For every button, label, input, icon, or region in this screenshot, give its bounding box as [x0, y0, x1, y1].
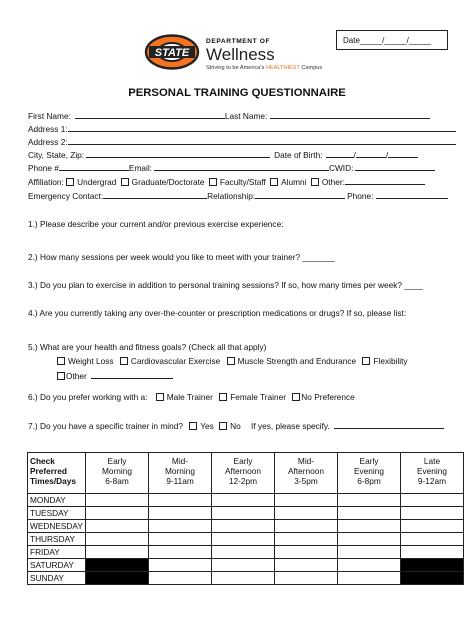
- col-label: Morning: [165, 466, 195, 476]
- checkbox-graduate[interactable]: [121, 178, 129, 186]
- option-male-trainer: Male Trainer: [166, 392, 213, 402]
- schedule-header-row: [28, 453, 464, 494]
- option-female-trainer: Female Trainer: [230, 392, 286, 402]
- option-graduate: Graduate/Doctorate: [131, 177, 205, 187]
- col-time: 9-11am: [166, 476, 194, 486]
- table-row: [28, 546, 464, 559]
- question-7-tail: If yes, please specify.: [251, 421, 330, 431]
- option-weight-loss: Weight Loss: [68, 356, 114, 366]
- col-mid-morning: [149, 453, 212, 494]
- trainer-name-field[interactable]: [334, 420, 444, 429]
- checkbox-yes[interactable]: [189, 422, 197, 430]
- checkbox-no-preference[interactable]: [292, 393, 300, 401]
- affiliation-label: Affiliation:: [28, 177, 64, 187]
- question-4: 4.) Are you currently taking any over-the-counter or prescription medications or drugs? If so, please list:: [28, 308, 407, 318]
- table-row: [28, 533, 464, 546]
- col-label: Early: [233, 456, 253, 466]
- dob-day-field[interactable]: [356, 149, 386, 158]
- table-row: [28, 520, 464, 533]
- date-field[interactable]: Date_____/_____/_____: [336, 30, 448, 50]
- city-label: City, State, Zip:: [28, 150, 85, 160]
- col-time: 6-8am: [105, 476, 129, 486]
- schedule-cell[interactable]: [86, 494, 149, 507]
- schedule-cell[interactable]: [149, 546, 212, 559]
- col-label: Morning: [102, 466, 132, 476]
- schedule-cell[interactable]: [149, 533, 212, 546]
- department-label: DEPARTMENT OF: [206, 38, 271, 45]
- unavailable-cell: [401, 559, 464, 572]
- question-6: [28, 392, 355, 402]
- col-early-evening: [338, 453, 401, 494]
- relationship-field[interactable]: [255, 190, 345, 199]
- col-mid-afternoon: [275, 453, 338, 494]
- schedule-cell[interactable]: [86, 507, 149, 520]
- schedule-cell[interactable]: [275, 559, 338, 572]
- table-row: [28, 494, 464, 507]
- corner-line-3: Times/Days: [30, 476, 76, 486]
- schedule-cell[interactable]: [338, 507, 401, 520]
- schedule-cell[interactable]: [212, 507, 275, 520]
- dob-label: Date of Birth:: [274, 150, 323, 160]
- col-label: Evening: [417, 466, 447, 476]
- checkbox-strength[interactable]: [227, 357, 235, 365]
- col-late-evening: [401, 453, 464, 494]
- ec-phone-label: Phone:: [347, 191, 374, 201]
- schedule-cell[interactable]: [86, 520, 149, 533]
- ec-phone-field[interactable]: [376, 190, 448, 199]
- day-label: SUNDAY: [28, 572, 86, 585]
- col-time: 3-5pm: [294, 476, 318, 486]
- checkbox-alumni[interactable]: [270, 178, 278, 186]
- schedule-cell[interactable]: [212, 494, 275, 507]
- option-yes: Yes: [200, 421, 214, 431]
- question-3: 3.) Do you plan to exercise in addition to personal training sessions? If so, how many times per week? ____: [28, 280, 423, 290]
- address2-row: [28, 136, 456, 147]
- schedule-cell[interactable]: [212, 559, 275, 572]
- table-row: [28, 572, 464, 585]
- schedule-cell[interactable]: [275, 546, 338, 559]
- contact-row: [28, 162, 435, 173]
- col-time: 6-8pm: [357, 476, 381, 486]
- col-label: Early: [359, 456, 379, 466]
- col-label: Late: [423, 456, 441, 466]
- tagline: [206, 64, 322, 72]
- option-alumni: Alumni: [281, 177, 307, 187]
- day-label: FRIDAY: [28, 546, 86, 559]
- schedule-cell[interactable]: [86, 546, 149, 559]
- schedule-cell[interactable]: [275, 520, 338, 533]
- schedule-cell[interactable]: [401, 546, 464, 559]
- cwid-label: CWID:: [328, 163, 354, 173]
- city-field[interactable]: [86, 149, 270, 158]
- tagline-suffix: Campus: [299, 65, 323, 71]
- checkbox-cardio[interactable]: [120, 357, 128, 365]
- day-label: TUESDAY: [28, 507, 86, 520]
- brand-name: Wellness: [206, 45, 275, 64]
- col-label: Afternoon: [225, 466, 261, 476]
- relationship-label: Relationship:: [207, 191, 256, 201]
- checkbox-goal-other[interactable]: [57, 372, 65, 380]
- option-no: No: [230, 421, 241, 431]
- phone-field[interactable]: [59, 162, 129, 171]
- option-no-preference: No Preference: [301, 392, 355, 402]
- option-faculty: Faculty/Staff: [219, 177, 266, 187]
- schedule-corner-header: [28, 453, 86, 494]
- option-goal-other: Other: [66, 371, 87, 381]
- question-7-text: 7.) Do you have a specific trainer in mind?: [28, 421, 183, 431]
- question-6-text: 6.) Do you prefer working with a:: [28, 392, 148, 402]
- question-7: [28, 420, 444, 431]
- question-5: 5.) What are your health and fitness goals? (Check all that apply): [28, 342, 267, 352]
- col-label: Afternoon: [288, 466, 324, 476]
- q5-other-row: [57, 370, 173, 381]
- schedule-cell[interactable]: [149, 572, 212, 585]
- schedule-cell[interactable]: [212, 546, 275, 559]
- phone-label: Phone #: [28, 163, 59, 173]
- option-flexibility: Flexibility: [373, 356, 408, 366]
- address2-field[interactable]: [68, 136, 456, 145]
- email-label: Email:: [128, 163, 152, 173]
- col-time: 12-2pm: [228, 476, 258, 486]
- cwid-field[interactable]: [355, 162, 435, 171]
- schedule-cell[interactable]: [401, 507, 464, 520]
- dob-year-field[interactable]: [388, 149, 418, 158]
- option-strength: Muscle Strength and Endurance: [237, 356, 357, 366]
- schedule-table: [27, 452, 464, 585]
- address2-label: Address 2:: [28, 137, 68, 147]
- schedule-cell[interactable]: [338, 494, 401, 507]
- address1-label: Address 1:: [28, 124, 68, 134]
- schedule-cell[interactable]: [275, 533, 338, 546]
- day-label: SATURDAY: [28, 559, 86, 572]
- schedule-cell[interactable]: [275, 494, 338, 507]
- city-row: City, State, Zip: Date of Birth: / /: [28, 149, 418, 160]
- schedule-cell[interactable]: [212, 572, 275, 585]
- table-row: [28, 507, 464, 520]
- schedule-cell[interactable]: [212, 520, 275, 533]
- schedule-cell[interactable]: [149, 494, 212, 507]
- schedule-cell[interactable]: [149, 507, 212, 520]
- col-time: 9-12am: [417, 476, 447, 486]
- option-cardio: Cardiovascular Exercise: [130, 356, 221, 366]
- day-label: MONDAY: [28, 494, 86, 507]
- department-branding: [206, 38, 322, 72]
- osu-logo: [144, 34, 200, 75]
- question-2: 2.) How many sessions per week would you like to meet with your trainer? _______: [28, 252, 335, 262]
- emergency-label: Emergency Contact:: [28, 191, 104, 201]
- question-1: 1.) Please describe your current and/or previous exercise experience:: [28, 219, 284, 229]
- col-label: Early: [107, 456, 127, 466]
- corner-line-1: Check: [30, 456, 55, 466]
- schedule-cell[interactable]: [401, 520, 464, 533]
- checkbox-faculty[interactable]: [209, 178, 217, 186]
- unavailable-cell: [86, 572, 149, 585]
- option-other: Other:: [321, 177, 345, 187]
- unavailable-cell: [86, 559, 149, 572]
- checkbox-flexibility[interactable]: [362, 357, 370, 365]
- goal-other-field[interactable]: [91, 370, 173, 379]
- schedule-cell[interactable]: [212, 533, 275, 546]
- schedule-cell[interactable]: [338, 546, 401, 559]
- logo-wordmark: STATE: [154, 47, 190, 59]
- schedule-cell[interactable]: [275, 572, 338, 585]
- dob-month-field[interactable]: [326, 149, 354, 158]
- address1-field[interactable]: [68, 123, 456, 132]
- schedule-cell[interactable]: [338, 572, 401, 585]
- last-name-field[interactable]: [270, 110, 430, 119]
- emergency-field[interactable]: [103, 190, 207, 199]
- tagline-highlight: HEALTHIEST: [265, 65, 300, 71]
- first-name-field[interactable]: [75, 110, 225, 119]
- col-label: Mid-: [297, 456, 315, 466]
- checkbox-female-trainer[interactable]: [219, 393, 227, 401]
- last-name-label: Last Name:: [224, 111, 268, 121]
- checkbox-no[interactable]: [219, 422, 227, 430]
- corner-line-2: Preferred: [30, 466, 67, 476]
- checkbox-male-trainer[interactable]: [156, 393, 164, 401]
- schedule-cell[interactable]: [149, 559, 212, 572]
- schedule-cell[interactable]: [86, 533, 149, 546]
- first-name-label: First Name:: [28, 111, 71, 121]
- first-name-row: [28, 110, 430, 121]
- day-label: WEDNESDAY: [28, 520, 86, 533]
- col-label: Evening: [354, 466, 384, 476]
- day-label: THURSDAY: [28, 533, 86, 546]
- schedule-cell[interactable]: [275, 507, 338, 520]
- schedule-cell[interactable]: [338, 559, 401, 572]
- address1-row: [28, 123, 456, 134]
- col-early-afternoon: [212, 453, 275, 494]
- schedule-cell[interactable]: [338, 533, 401, 546]
- emergency-row: [28, 190, 448, 201]
- email-field[interactable]: [154, 162, 329, 171]
- checkbox-undergrad[interactable]: [66, 178, 74, 186]
- schedule-cell[interactable]: [149, 520, 212, 533]
- page-title: PERSONAL TRAINING QUESTIONNAIRE: [128, 87, 346, 99]
- schedule-cell[interactable]: [401, 533, 464, 546]
- col-label: Mid-: [171, 456, 189, 466]
- schedule-cell[interactable]: [338, 520, 401, 533]
- table-row: [28, 559, 464, 572]
- affiliation-other-field[interactable]: [345, 176, 425, 185]
- col-early-morning: [86, 453, 149, 494]
- affiliation-row: [28, 176, 425, 187]
- tagline-prefix: Striving to be America's: [206, 65, 266, 71]
- checkbox-other[interactable]: [311, 178, 319, 186]
- schedule-cell[interactable]: [401, 494, 464, 507]
- option-undergrad: Undergrad: [77, 177, 117, 187]
- checkbox-weight-loss[interactable]: [57, 357, 65, 365]
- q5-options-row: [57, 356, 408, 366]
- unavailable-cell: [401, 572, 464, 585]
